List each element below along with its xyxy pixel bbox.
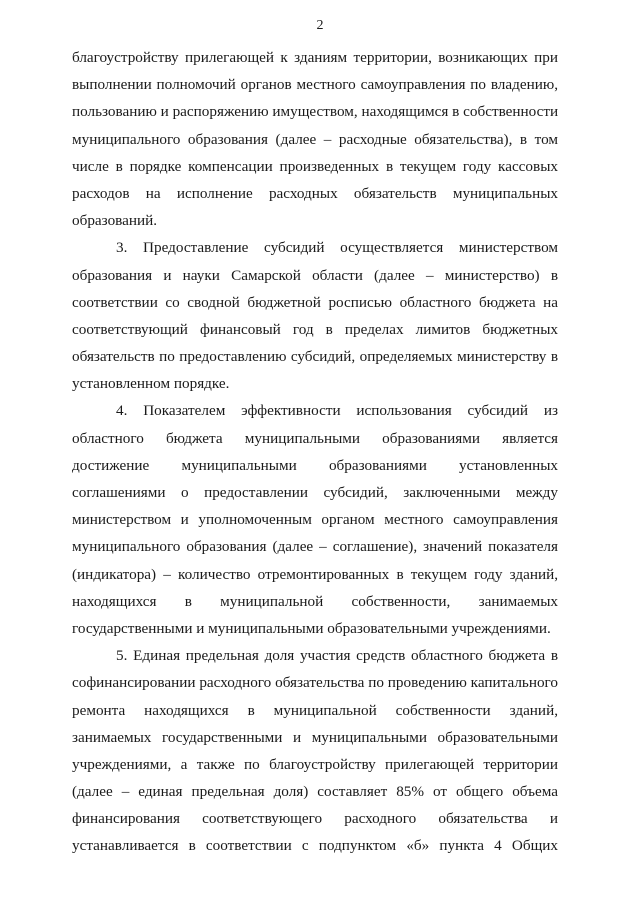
- text-line: ремонта находящихся в муниципальной собственности зданий,: [72, 701, 558, 719]
- text-line: числе в порядке компенсации произведенных в текущем году кассовых: [72, 157, 558, 175]
- text-line: выполнении полномочий органов местного самоуправления по владению,: [72, 76, 558, 94]
- text-line: областного бюджета муниципальными образованиями является: [72, 429, 558, 447]
- text-line: занимаемых государственными и муниципальными образовательными: [72, 728, 558, 746]
- text-line: министерством и уполномоченным органом местного самоуправления: [72, 511, 558, 529]
- text-line: соответствующий финансовый год в пределах лимитов бюджетных: [72, 320, 558, 338]
- text-line: (далее – единая предельная доля) составляет 85% от общего объема: [72, 783, 558, 801]
- text-line: муниципального образования (далее – соглашение), значений показателя: [72, 538, 558, 556]
- text-line: установленном порядке.: [72, 375, 230, 393]
- text-line: (индикатора) – количество отремонтированных в текущем году зданий,: [72, 565, 558, 583]
- text-line: государственными и муниципальными образовательными учреждениями.: [72, 619, 551, 637]
- text-line: достижение муниципальными образованиями установленных: [72, 456, 558, 474]
- text-line: 3. Предоставление субсидий осуществляется министерством: [116, 239, 558, 257]
- text-line: муниципального образования (далее – расходные обязательства), в том: [72, 130, 558, 148]
- text-line: учреждениями, а также по благоустройству прилегающей территории: [72, 755, 558, 773]
- paragraph-p4: [72, 397, 558, 642]
- text-line: пользованию и распоряжению имуществом, находящимся в собственности: [72, 103, 559, 121]
- text-line: обязательств по предоставлению субсидий, определяемых министерству в: [72, 348, 558, 366]
- document-body: [72, 44, 558, 860]
- text-line: соглашениями о предоставлении субсидий, заключенными между: [72, 484, 558, 501]
- paragraph-p1: [72, 44, 558, 234]
- text-line: соответствии со сводной бюджетной росписью областного бюджета на: [72, 293, 558, 311]
- text-line: благоустройству прилегающей к зданиям территории, возникающих при: [72, 49, 558, 66]
- paragraph-p5: [72, 642, 558, 860]
- page-number: 2: [316, 18, 324, 33]
- text-line: образования и науки Самарской области (далее – министерство) в: [72, 266, 558, 284]
- text-line: 5. Единая предельная доля участия средств областного бюджета в: [116, 647, 558, 665]
- text-line: расходов на исполнение расходных обязательств муниципальных: [72, 184, 558, 202]
- text-line: 4. Показателем эффективности использования субсидий из: [116, 402, 558, 420]
- text-line: софинансировании расходного обязательства по проведению капитального: [72, 674, 558, 692]
- text-line: находящихся в муниципальной собственности, занимаемых: [72, 592, 558, 610]
- text-line: образований.: [72, 212, 158, 230]
- paragraph-p3: [72, 234, 558, 397]
- text-line: устанавливается в соответствии с подпунктом «б» пункта 4 Общих: [72, 837, 558, 855]
- text-line: финансирования соответствующего расходного обязательства и: [72, 810, 558, 828]
